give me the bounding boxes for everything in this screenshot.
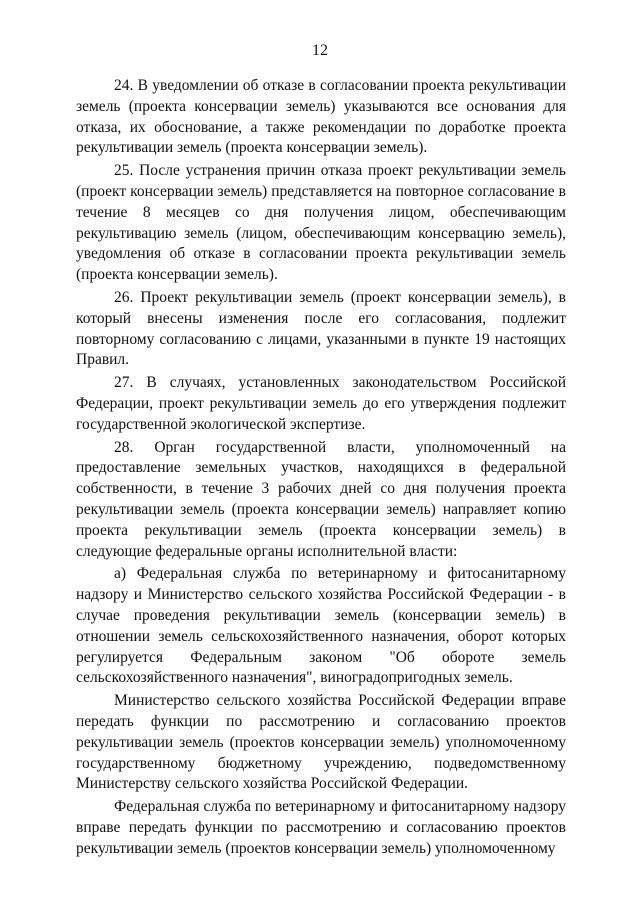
paragraph-24: 24. В уведомлении об отказе в согласовании проекта рекультивации земель (проекта консервации земель) указываются все основания для отказа, их обоснование, а также рекомендации по доработке проекта рекультивации земель (проекта консервации земель). bbox=[76, 77, 566, 157]
paragraph-25: 25. После устранения причин отказа проект рекультивации земель (проект консервации земель) представляется на повторное согласование в течение 8 месяцев со дня получения лицом, обеспечивающим рекультивацию земель (лицом, обеспечивающим консервацию земель), уведомления об отказе в согласовании проекта рекультивации земель (проекта консервации земель). bbox=[76, 162, 566, 284]
paragraph-28-a: а) Федеральная служба по ветеринарному и фитосанитарному надзору и Министерство сельского хозяйства Российской Федерации - в случае проведения рекультивации земель (консервации земель) в отношении земель сельскохозяйственного назначения, оборот которых регулируется Федеральным законом "Об обороте земель сельскохозяйственного назначения", виноградопригодных земель. bbox=[76, 565, 566, 687]
document-body bbox=[76, 76, 566, 861]
paragraph-27: 27. В случаях, установленных законодательством Российской Федерации, проект рекультивации земель до его утверждения подлежит государственной экологической экспертизе. bbox=[76, 374, 566, 433]
paragraph-service-delegation: Федеральная служба по ветеринарному и фитосанитарному надзору вправе передать функции по рассмотрению и согласованию проектов рекультивации земель (проектов консервации земель) уполномоченному bbox=[76, 798, 566, 857]
paragraph-26: 26. Проект рекультивации земель (проект консервации земель), в который внесены изменения после его согласования, подлежит повторному согласованию с лицами, указанными в пункте 19 настоящих Правил. bbox=[76, 288, 566, 369]
paragraph-28: 28. Орган государственной власти, уполномоченный на предоставление земельных участков, находящихся в федеральной собственности, в течение 3 рабочих дней со дня получения проекта рекультивации земель (проекта консервации земель) направляет копию проекта рекультивации земель (проекта консервации земель) в следующие федеральные органы исполнительной власти: bbox=[76, 438, 566, 560]
paragraph-ministry-delegation: Министерство сельского хозяйства Российской Федерации вправе передать функции по рассмотрению и согласованию проектов рекультивации земель (проектов консервации земель) уполномоченному государственному бюджетному учреждению, подведомственному Министерству сельского хозяйства Российской Федерации. bbox=[76, 692, 566, 793]
page-number: 12 bbox=[312, 42, 328, 59]
